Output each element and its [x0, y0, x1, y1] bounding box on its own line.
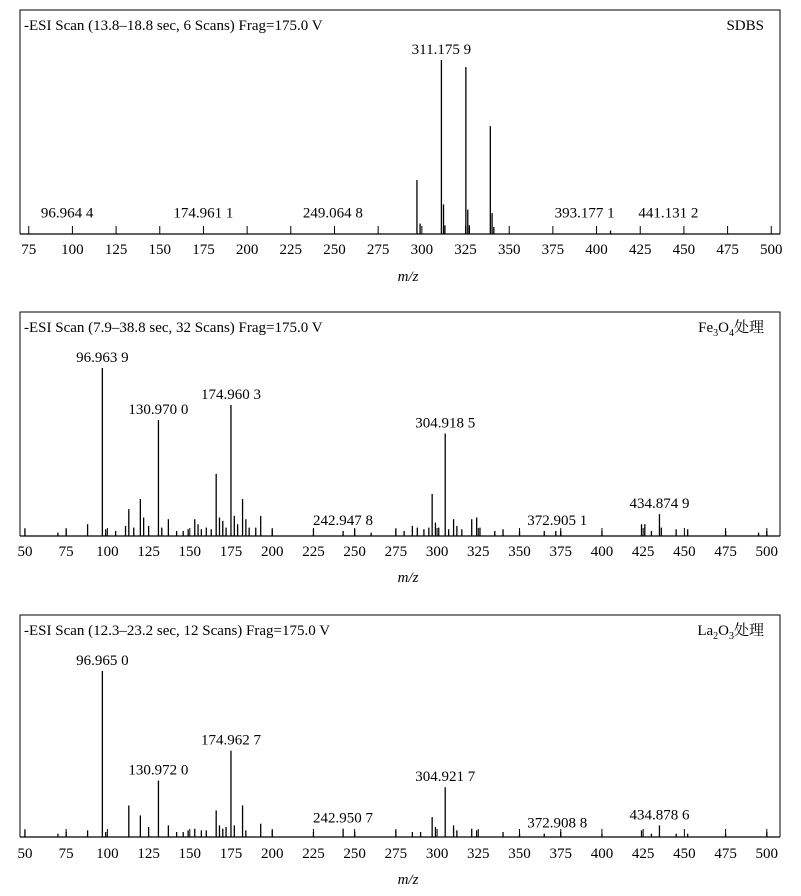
- x-tick-label: 475: [714, 846, 737, 862]
- sample-label: SDBS: [726, 18, 764, 34]
- x-tick-label: 250: [343, 846, 366, 862]
- x-tick-label: 75: [21, 242, 37, 258]
- plot-frame: [20, 615, 780, 837]
- x-tick-label: 425: [631, 544, 655, 560]
- peak-annotation: 96.965 0: [76, 653, 129, 669]
- peak-annotation: 393.177 1: [554, 205, 615, 222]
- x-tick-label: 225: [302, 544, 325, 560]
- spectrum-title: -ESI Scan (12.3–23.2 sec, 12 Scans) Frag=175.0 V: [24, 623, 331, 639]
- peak-annotation: 311.175 9: [411, 42, 472, 58]
- x-tick-label: 100: [96, 846, 119, 862]
- x-tick-label: 325: [467, 846, 490, 862]
- x-tick-label: 100: [96, 544, 119, 560]
- x-tick-label: 350: [497, 242, 521, 258]
- x-tick-label: 250: [323, 242, 346, 258]
- x-tick-label: 225: [302, 846, 325, 862]
- x-tick-label: 300: [425, 544, 449, 560]
- x-tick-label: 175: [219, 846, 243, 862]
- x-tick-label: 475: [716, 242, 739, 258]
- x-tick-label: 450: [673, 544, 696, 560]
- peak-annotation: 174.962 7: [200, 732, 261, 749]
- x-tick-label: 150: [178, 846, 202, 862]
- x-tick-label: 125: [104, 242, 128, 258]
- x-tick-label: 125: [137, 846, 160, 862]
- x-tick-label: 475: [714, 544, 737, 560]
- peak-annotation: 96.963 9: [76, 350, 129, 366]
- peak-annotation: 434.874 9: [629, 496, 690, 513]
- spectrum-panel-3: [17, 615, 780, 888]
- x-tick-label: 375: [541, 242, 565, 258]
- x-tick-label: 225: [279, 242, 303, 258]
- x-axis-label: m/z: [397, 570, 419, 586]
- spectrum-title: -ESI Scan (13.8–18.8 sec, 6 Scans) Frag=175.0 V: [24, 18, 323, 34]
- x-tick-label: 400: [590, 846, 614, 862]
- x-tick-label: 250: [343, 544, 366, 560]
- peak-annotation: 372.908 8: [527, 815, 588, 832]
- x-tick-label: 300: [425, 846, 449, 862]
- peak-annotation: 304.921 7: [415, 769, 476, 786]
- x-axis-label: m/z: [397, 269, 419, 285]
- spectrum-panel-2: [17, 312, 780, 586]
- x-tick-label: 75: [58, 846, 74, 862]
- peak-annotation: 174.960 3: [200, 386, 261, 403]
- peak-annotation: 372.905 1: [527, 512, 588, 529]
- x-tick-label: 425: [631, 846, 655, 862]
- x-tick-label: 175: [219, 544, 243, 560]
- x-tick-label: 325: [454, 242, 477, 258]
- x-tick-label: 500: [755, 846, 779, 862]
- x-tick-label: 300: [410, 242, 434, 258]
- x-tick-label: 500: [760, 242, 783, 258]
- x-tick-label: 500: [755, 544, 779, 560]
- x-tick-label: 200: [260, 544, 284, 560]
- peak-annotation: 96.964 4: [40, 205, 94, 222]
- peak-annotation: 242.950 7: [313, 810, 374, 827]
- x-tick-label: 450: [672, 242, 696, 258]
- x-tick-label: 450: [673, 846, 696, 862]
- peak-annotation: 174.961 1: [173, 205, 234, 222]
- x-tick-label: 50: [17, 544, 33, 560]
- x-tick-label: 100: [61, 242, 84, 258]
- x-tick-label: 350: [508, 846, 531, 862]
- x-axis-label: m/z: [397, 872, 419, 888]
- x-tick-label: 375: [549, 846, 572, 862]
- peak-annotation: 441.131 2: [638, 205, 699, 222]
- x-tick-label: 75: [58, 544, 74, 560]
- x-tick-label: 325: [467, 544, 490, 560]
- peak-annotation: 130.972 0: [128, 762, 189, 779]
- peak-annotation: 249.064 8: [302, 205, 363, 222]
- peak-annotation: 242.947 8: [313, 512, 374, 529]
- x-tick-label: 275: [366, 242, 390, 258]
- peak-annotation: 434.878 6: [629, 807, 690, 824]
- x-tick-label: 275: [384, 846, 408, 862]
- sample-label: $Fe_3O_4$处理: [698, 320, 764, 339]
- plot-frame: [20, 10, 780, 234]
- spectrum-title: -ESI Scan (7.9–38.8 sec, 32 Scans) Frag=175.0 V: [24, 320, 323, 336]
- x-tick-label: 50: [17, 846, 33, 862]
- x-tick-label: 375: [549, 544, 572, 560]
- x-tick-label: 275: [384, 544, 408, 560]
- peak-annotation: 304.918 5: [415, 415, 476, 432]
- x-tick-label: 400: [585, 242, 608, 258]
- sample-label: $La_2O_3$处理: [697, 623, 764, 642]
- spectrum-panel-1: [20, 10, 783, 285]
- x-tick-label: 200: [235, 242, 259, 258]
- x-tick-label: 200: [260, 846, 284, 862]
- x-tick-label: 150: [178, 544, 202, 560]
- peak-annotation: 130.970 0: [128, 402, 189, 419]
- x-tick-label: 400: [590, 544, 614, 560]
- x-tick-label: 175: [192, 242, 215, 258]
- x-tick-label: 150: [148, 242, 172, 258]
- x-tick-label: 425: [628, 242, 652, 258]
- x-tick-label: 350: [508, 544, 531, 560]
- x-tick-label: 125: [137, 544, 160, 560]
